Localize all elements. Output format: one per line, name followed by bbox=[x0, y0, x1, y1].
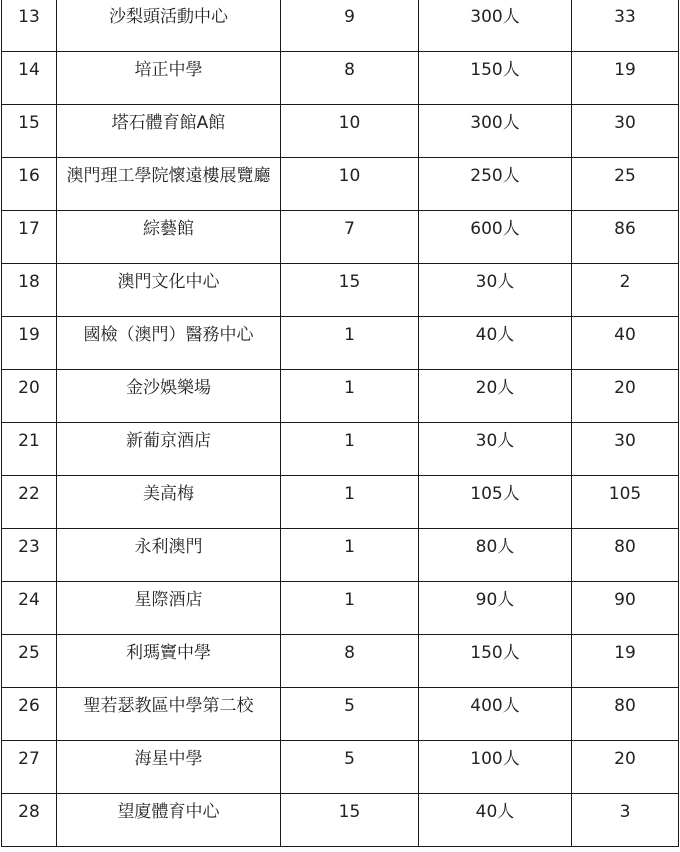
per-session-cell-text: 3 bbox=[619, 802, 631, 822]
per-session-cell-text: 33 bbox=[614, 7, 636, 27]
venue-name-cell-text: 星際酒店 bbox=[134, 590, 203, 610]
sessions-cell-text: 5 bbox=[344, 749, 355, 769]
sessions-cell bbox=[281, 635, 419, 688]
venue-name-cell-text: 美高梅 bbox=[143, 484, 194, 504]
venue-name-cell-text: 海星中學 bbox=[134, 749, 203, 769]
row-number-cell-text: 28 bbox=[18, 802, 40, 822]
sessions-cell bbox=[281, 529, 419, 582]
row-number-cell bbox=[2, 529, 57, 582]
venue-name-cell-text: 利瑪竇中學 bbox=[126, 643, 211, 663]
table-row bbox=[2, 370, 679, 423]
venue-name-cell-text: 塔石體育館A館 bbox=[111, 113, 226, 133]
per-session-cell bbox=[572, 105, 679, 158]
sessions-cell-text: 10 bbox=[338, 113, 361, 133]
sessions-cell bbox=[281, 476, 419, 529]
sessions-cell-text: 1 bbox=[344, 325, 355, 345]
capacity-cell bbox=[419, 476, 572, 529]
row-number-cell-text: 20 bbox=[18, 378, 40, 398]
row-number-cell bbox=[2, 317, 57, 370]
per-session-cell-text: 40 bbox=[614, 325, 636, 345]
venue-name-cell bbox=[57, 0, 281, 52]
row-number-cell-text: 13 bbox=[18, 7, 40, 27]
table-row bbox=[2, 529, 679, 582]
sessions-cell-text: 8 bbox=[344, 643, 355, 663]
capacity-cell bbox=[419, 688, 572, 741]
per-session-cell-text: 20 bbox=[614, 378, 636, 398]
table-row bbox=[2, 264, 679, 317]
per-session-cell bbox=[572, 317, 679, 370]
row-number-cell bbox=[2, 688, 57, 741]
capacity-cell bbox=[419, 529, 572, 582]
venue-name-cell bbox=[57, 105, 281, 158]
table-row bbox=[2, 158, 679, 211]
table-row bbox=[2, 317, 679, 370]
venue-name-cell bbox=[57, 529, 281, 582]
venue-name-cell-text: 新葡京酒店 bbox=[126, 431, 211, 451]
table-row bbox=[2, 52, 679, 105]
per-session-cell-text: 25 bbox=[614, 166, 636, 186]
capacity-cell-text: 150人 bbox=[470, 60, 520, 80]
per-session-cell-text: 30 bbox=[614, 113, 636, 133]
per-session-cell bbox=[572, 423, 679, 476]
per-session-cell-text: 2 bbox=[619, 272, 631, 292]
sessions-cell-text: 5 bbox=[344, 696, 355, 716]
per-session-cell-text: 19 bbox=[614, 643, 636, 663]
row-number-cell-text: 23 bbox=[18, 537, 40, 557]
table-row bbox=[2, 688, 679, 741]
per-session-cell bbox=[572, 211, 679, 264]
row-number-cell bbox=[2, 105, 57, 158]
venue-name-cell bbox=[57, 370, 281, 423]
sessions-cell bbox=[281, 105, 419, 158]
sessions-cell bbox=[281, 52, 419, 105]
per-session-cell-text: 19 bbox=[614, 60, 636, 80]
row-number-cell-text: 27 bbox=[18, 749, 40, 769]
capacity-cell-text: 250人 bbox=[470, 166, 520, 186]
row-number-cell bbox=[2, 52, 57, 105]
sessions-cell-text: 1 bbox=[344, 431, 355, 451]
capacity-cell-text: 300人 bbox=[470, 7, 520, 27]
sessions-cell-text: 10 bbox=[338, 166, 361, 186]
capacity-cell bbox=[419, 211, 572, 264]
sessions-cell bbox=[281, 0, 419, 52]
capacity-cell-text: 600人 bbox=[470, 219, 520, 239]
sessions-cell-text: 1 bbox=[344, 484, 355, 504]
row-number-cell-text: 18 bbox=[18, 272, 40, 292]
sessions-cell-text: 9 bbox=[344, 7, 355, 27]
capacity-cell bbox=[419, 582, 572, 635]
per-session-cell-text: 90 bbox=[614, 590, 636, 610]
capacity-cell bbox=[419, 423, 572, 476]
row-number-cell bbox=[2, 476, 57, 529]
capacity-cell-text: 100人 bbox=[470, 749, 520, 769]
venue-name-cell-text: 澳門理工學院懷遠樓展覽廳 bbox=[66, 166, 271, 186]
venue-name-cell bbox=[57, 158, 281, 211]
sessions-cell bbox=[281, 794, 419, 847]
venue-name-cell bbox=[57, 635, 281, 688]
row-number-cell bbox=[2, 635, 57, 688]
venue-name-cell bbox=[57, 423, 281, 476]
capacity-cell-text: 80人 bbox=[475, 537, 515, 557]
venue-name-cell-text: 金沙娛樂場 bbox=[126, 378, 211, 398]
venue-name-cell bbox=[57, 211, 281, 264]
capacity-cell-text: 150人 bbox=[470, 643, 520, 663]
sessions-cell-text: 8 bbox=[344, 60, 355, 80]
per-session-cell-text: 80 bbox=[614, 696, 636, 716]
venue-name-cell bbox=[57, 688, 281, 741]
per-session-cell bbox=[572, 529, 679, 582]
venue-name-cell-text: 綜藝館 bbox=[143, 219, 194, 239]
capacity-cell-text: 300人 bbox=[470, 113, 520, 133]
capacity-cell bbox=[419, 264, 572, 317]
per-session-cell-text: 30 bbox=[614, 431, 636, 451]
per-session-cell bbox=[572, 158, 679, 211]
sessions-cell-text: 1 bbox=[344, 590, 355, 610]
capacity-cell bbox=[419, 0, 572, 52]
venue-table bbox=[1, 0, 679, 847]
venue-name-cell-text: 國檢（澳門）醫務中心 bbox=[83, 325, 254, 345]
table-row bbox=[2, 635, 679, 688]
sessions-cell bbox=[281, 158, 419, 211]
capacity-cell bbox=[419, 741, 572, 794]
venue-name-cell-text: 望廈體育中心 bbox=[117, 802, 220, 822]
row-number-cell-text: 19 bbox=[18, 325, 40, 345]
venue-name-cell-text: 澳門文化中心 bbox=[117, 272, 220, 292]
venue-name-cell-text: 聖若瑟教區中學第二校 bbox=[83, 696, 254, 716]
per-session-cell-text: 86 bbox=[614, 219, 636, 239]
sessions-cell bbox=[281, 264, 419, 317]
per-session-cell bbox=[572, 635, 679, 688]
row-number-cell bbox=[2, 741, 57, 794]
per-session-cell-text: 20 bbox=[614, 749, 636, 769]
row-number-cell-text: 17 bbox=[18, 219, 40, 239]
sessions-cell bbox=[281, 741, 419, 794]
venue-name-cell bbox=[57, 52, 281, 105]
per-session-cell-text: 105 bbox=[608, 484, 642, 504]
per-session-cell bbox=[572, 794, 679, 847]
row-number-cell-text: 24 bbox=[18, 590, 40, 610]
sessions-cell-text: 1 bbox=[344, 378, 355, 398]
sessions-cell bbox=[281, 211, 419, 264]
sessions-cell-text: 15 bbox=[338, 272, 361, 292]
table-row bbox=[2, 582, 679, 635]
capacity-cell bbox=[419, 158, 572, 211]
sessions-cell bbox=[281, 317, 419, 370]
capacity-cell-text: 30人 bbox=[475, 272, 515, 292]
table-row bbox=[2, 476, 679, 529]
venue-name-cell-text: 沙梨頭活動中心 bbox=[109, 7, 228, 27]
per-session-cell bbox=[572, 688, 679, 741]
row-number-cell bbox=[2, 211, 57, 264]
venue-name-cell bbox=[57, 476, 281, 529]
capacity-cell bbox=[419, 52, 572, 105]
sessions-cell-text: 15 bbox=[338, 802, 361, 822]
row-number-cell-text: 26 bbox=[18, 696, 40, 716]
venue-name-cell-text: 永利澳門 bbox=[134, 537, 203, 557]
per-session-cell-text: 80 bbox=[614, 537, 636, 557]
row-number-cell bbox=[2, 370, 57, 423]
capacity-cell-text: 400人 bbox=[470, 696, 520, 716]
capacity-cell bbox=[419, 105, 572, 158]
row-number-cell-text: 14 bbox=[18, 60, 40, 80]
sessions-cell bbox=[281, 582, 419, 635]
capacity-cell-text: 40人 bbox=[475, 802, 515, 822]
capacity-cell-text: 30人 bbox=[475, 431, 515, 451]
row-number-cell-text: 16 bbox=[18, 166, 40, 186]
sessions-cell bbox=[281, 688, 419, 741]
per-session-cell bbox=[572, 476, 679, 529]
row-number-cell bbox=[2, 423, 57, 476]
per-session-cell bbox=[572, 582, 679, 635]
per-session-cell bbox=[572, 741, 679, 794]
row-number-cell bbox=[2, 264, 57, 317]
venue-name-cell bbox=[57, 794, 281, 847]
row-number-cell-text: 22 bbox=[18, 484, 40, 504]
per-session-cell bbox=[572, 264, 679, 317]
table-row bbox=[2, 0, 679, 52]
capacity-cell bbox=[419, 635, 572, 688]
sessions-cell bbox=[281, 423, 419, 476]
row-number-cell bbox=[2, 794, 57, 847]
venue-name-cell bbox=[57, 582, 281, 635]
row-number-cell-text: 21 bbox=[18, 431, 40, 451]
row-number-cell bbox=[2, 582, 57, 635]
per-session-cell bbox=[572, 370, 679, 423]
row-number-cell bbox=[2, 158, 57, 211]
per-session-cell bbox=[572, 0, 679, 52]
capacity-cell-text: 20人 bbox=[475, 378, 515, 398]
table-row bbox=[2, 211, 679, 264]
capacity-cell-text: 40人 bbox=[475, 325, 515, 345]
table-row bbox=[2, 105, 679, 158]
sessions-cell-text: 7 bbox=[344, 219, 355, 239]
row-number-cell bbox=[2, 0, 57, 52]
table-row bbox=[2, 794, 679, 847]
capacity-cell bbox=[419, 317, 572, 370]
sessions-cell bbox=[281, 370, 419, 423]
venue-name-cell bbox=[57, 741, 281, 794]
row-number-cell-text: 15 bbox=[18, 113, 40, 133]
per-session-cell bbox=[572, 52, 679, 105]
capacity-cell-text: 90人 bbox=[475, 590, 515, 610]
venue-name-cell-text: 培正中學 bbox=[134, 60, 203, 80]
capacity-cell bbox=[419, 794, 572, 847]
capacity-cell bbox=[419, 370, 572, 423]
table-row bbox=[2, 423, 679, 476]
venue-name-cell bbox=[57, 317, 281, 370]
venue-name-cell bbox=[57, 264, 281, 317]
capacity-cell-text: 105人 bbox=[470, 484, 520, 504]
table-row bbox=[2, 741, 679, 794]
row-number-cell-text: 25 bbox=[18, 643, 40, 663]
sessions-cell-text: 1 bbox=[344, 537, 355, 557]
venue-table-body bbox=[2, 0, 679, 847]
